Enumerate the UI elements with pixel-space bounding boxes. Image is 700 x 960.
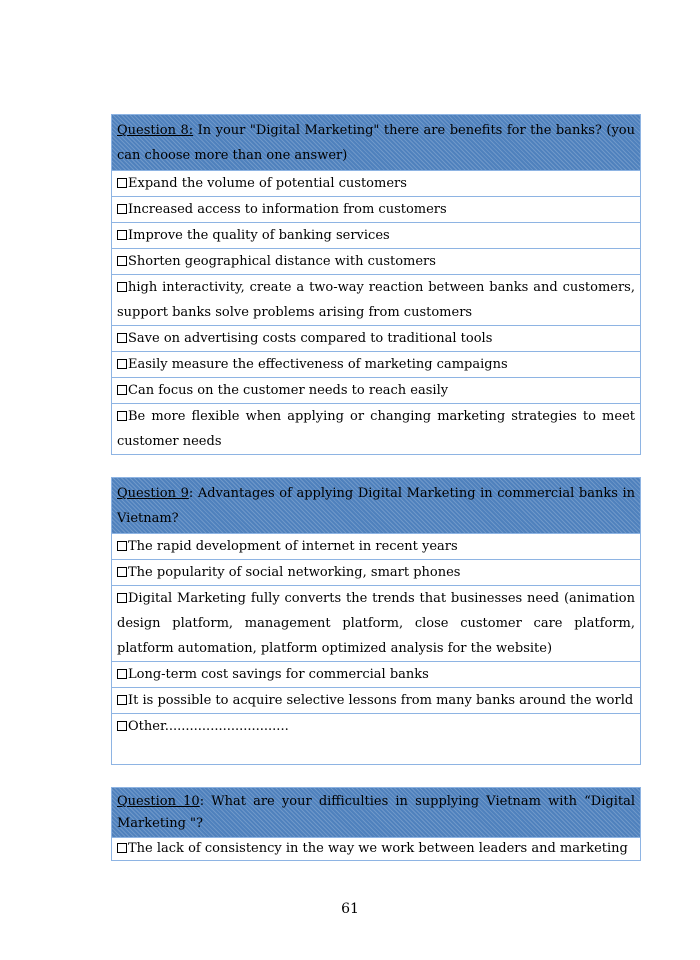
option-row[interactable] <box>112 687 640 713</box>
page-number: 61 <box>341 901 359 917</box>
question-9-header <box>112 478 640 533</box>
checkbox[interactable] <box>117 411 127 421</box>
option-label: Increased access to information from customers <box>128 202 447 217</box>
checkbox[interactable] <box>117 204 127 214</box>
option-label: Be more flexible when applying or changing marketing strategies to meet customer needs <box>117 409 635 449</box>
option-row[interactable] <box>112 170 640 196</box>
option-row[interactable] <box>112 377 640 403</box>
option-label: Expand the volume of potential customers <box>128 176 407 191</box>
question-9-number: Question 9 <box>117 486 189 501</box>
option-label: Can focus on the customer needs to reach easily <box>128 383 449 398</box>
option-label: Easily measure the effectiveness of marketing campaigns <box>128 357 508 372</box>
option-label: It is possible to acquire selective lessons from many banks around the world <box>128 693 634 708</box>
checkbox[interactable] <box>117 567 127 577</box>
checkbox[interactable] <box>117 359 127 369</box>
checkbox[interactable] <box>117 333 127 343</box>
option-row-other[interactable] <box>112 713 640 764</box>
option-row[interactable] <box>112 403 640 454</box>
question-10-number: Question 10 <box>117 794 200 809</box>
checkbox[interactable] <box>117 541 127 551</box>
question-9-table <box>111 477 641 765</box>
checkbox[interactable] <box>117 282 127 292</box>
checkbox[interactable] <box>117 385 127 395</box>
option-row[interactable] <box>112 274 640 325</box>
option-row[interactable] <box>112 837 640 860</box>
checkbox[interactable] <box>117 593 127 603</box>
question-10-header <box>112 788 640 837</box>
checkbox[interactable] <box>117 721 127 731</box>
checkbox[interactable] <box>117 669 127 679</box>
question-9-text: : Advantages of applying Digital Marketing in commercial banks in Vietnam? <box>117 486 635 526</box>
option-row[interactable] <box>112 196 640 222</box>
option-row[interactable] <box>112 533 640 559</box>
checkbox[interactable] <box>117 695 127 705</box>
question-10-table <box>111 787 641 861</box>
option-row[interactable] <box>112 585 640 661</box>
option-label: Shorten geographical distance with customers <box>128 254 436 269</box>
question-8-table <box>111 114 641 455</box>
question-8-text: In your "Digital Marketing" there are benefits for the banks? (you can choose more than one answer) <box>117 123 635 163</box>
checkbox[interactable] <box>117 843 127 853</box>
option-label: Digital Marketing fully converts the trends that businesses need (animation design platform, management platform, close customer care platform, platform automation, platform optimized analysis for the website) <box>117 591 635 656</box>
question-8-number: Question 8: <box>117 123 194 138</box>
option-row[interactable] <box>112 351 640 377</box>
checkbox[interactable] <box>117 178 127 188</box>
option-row[interactable] <box>112 325 640 351</box>
option-label: The popularity of social networking, smart phones <box>128 565 461 580</box>
option-label: Long-term cost savings for commercial banks <box>128 667 429 682</box>
option-label: Save on advertising costs compared to traditional tools <box>128 331 493 346</box>
option-row[interactable] <box>112 661 640 687</box>
option-row[interactable] <box>112 222 640 248</box>
question-10-text: : What are your difficulties in supplying Vietnam with “Digital Marketing "? <box>117 794 636 831</box>
option-label: Other.............................. <box>128 719 289 734</box>
checkbox[interactable] <box>117 230 127 240</box>
option-row[interactable] <box>112 248 640 274</box>
question-8-header <box>112 115 640 170</box>
option-label: The lack of consistency in the way we work between leaders and marketing <box>128 841 628 856</box>
checkbox[interactable] <box>117 256 127 266</box>
option-label: The rapid development of internet in recent years <box>128 539 458 554</box>
option-row[interactable] <box>112 559 640 585</box>
option-label: Improve the quality of banking services <box>128 228 390 243</box>
option-label: high interactivity, create a two-way reaction between banks and customers, support banks solve problems arising from customers <box>117 280 635 320</box>
